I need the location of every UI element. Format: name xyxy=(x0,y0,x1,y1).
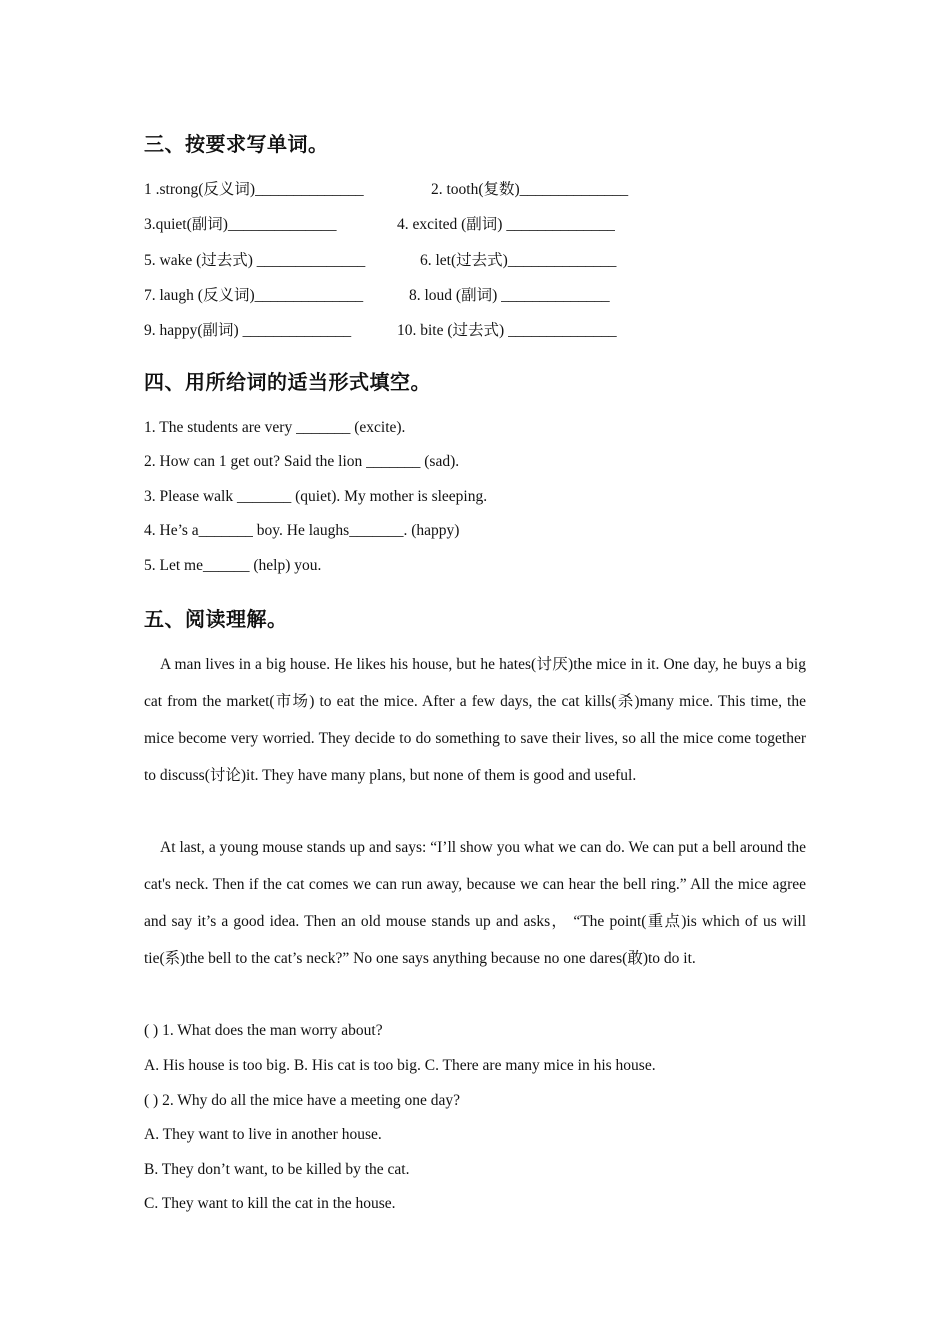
question-2-option-c: C. They want to kill the cat in the house. xyxy=(144,1195,396,1212)
word-row-4 xyxy=(144,286,610,306)
fill-item-5: 5. Let me______ (help) you. xyxy=(144,557,322,574)
question-2-option-a: A. They want to live in another house. xyxy=(144,1126,382,1143)
fill-item-3: 3. Please walk _______ (quiet). My mother is sleeping. xyxy=(144,488,488,505)
word-item-6: 6. let(过去式)______________ xyxy=(420,252,617,269)
word-item-9: 9. happy(副词) ______________ xyxy=(144,322,352,339)
fill-item-4: 4. He’s a_______ boy. He laughs_______. (happy) xyxy=(144,522,460,539)
fill-item-2: 2. How can 1 get out? Said the lion _______ (sad). xyxy=(144,453,460,470)
word-row-1 xyxy=(144,180,629,200)
question-1-options: A. His house is too big. B. His cat is too big. C. There are many mice in his house. xyxy=(144,1057,656,1074)
word-item-3: 3.quiet(副词)______________ xyxy=(144,216,337,233)
word-row-2 xyxy=(144,215,615,235)
question-2-option-b: B. They don’t want, to be killed by the cat. xyxy=(144,1161,410,1178)
section5-title: 五、阅读理解。 xyxy=(144,607,288,631)
question-1: ( ) 1. What does the man worry about? xyxy=(144,1022,383,1039)
question-2: ( ) 2. Why do all the mice have a meeting one day? xyxy=(144,1092,461,1109)
section4-title: 四、用所给词的适当形式填空。 xyxy=(144,370,431,394)
word-item-7: 7. laugh (反义词)______________ xyxy=(144,287,364,304)
fill-item-1: 1. The students are very _______ (excite). xyxy=(144,419,406,436)
word-row-5 xyxy=(144,321,617,341)
word-item-4: 4. excited (副词) ______________ xyxy=(397,216,615,233)
section3-title: 三、按要求写单词。 xyxy=(144,132,329,156)
word-row-3 xyxy=(144,251,617,271)
word-item-2: 2. tooth(复数)______________ xyxy=(431,181,629,198)
reading-paragraph-1: A man lives in a big house. He likes his house, but he hates(讨厌)the mice in it. One day, he buys a big cat from the market(市场) to eat the mice. After a few days, the cat kills(杀)many mice. This time, the mice become very worried. They decide to do something to save their lives, so all the mice come together to discuss(讨论)it. They have many plans, but none of them is good and useful. xyxy=(144,656,806,784)
word-item-5: 5. wake (过去式) ______________ xyxy=(144,252,366,269)
word-item-1: 1 .strong(反义词)______________ xyxy=(144,181,364,198)
reading-paragraph-2: At last, a young mouse stands up and says: “I’ll show you what we can do. We can put a bell around the cat's neck. Then if the cat comes we can run away, because we can hear the bell ring.” All the mice agree and say it’s a good idea. Then an old mouse stands up and asks， “The point(重点)is which of us will tie(系)the bell to the cat’s neck?” No one says anything because no one dares(敢)to do it. xyxy=(144,839,806,967)
word-item-8: 8. loud (副词) ______________ xyxy=(409,287,610,304)
word-item-10: 10. bite (过去式) ______________ xyxy=(397,322,617,339)
